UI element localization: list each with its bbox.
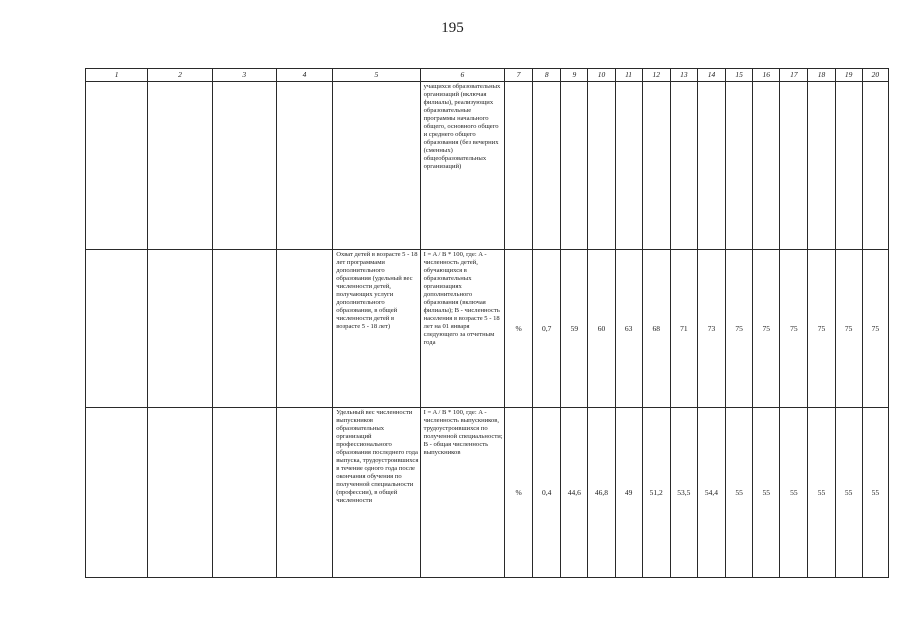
table-cell	[148, 408, 212, 578]
value-cell	[697, 82, 725, 250]
value-cell: 49	[615, 408, 642, 578]
column-header: 4	[276, 69, 332, 82]
indicator-cell: Удельный вес численности выпускников образовательных организаций профессионального образования последнего года выпуска, трудоустроившихся в течение одного года после окончания обучения по полученной специальности (профессии), в общей численности	[333, 408, 420, 578]
table-cell	[276, 82, 332, 250]
column-header: 18	[808, 69, 835, 82]
formula-cell: I = A / B * 100, где: A - численность детей, обучающихся в образовательных организациях дополнительного образования (включая филиалы); B - численность населения в возрасте 5 - 18 лет на 01 января следующего за отчетным года	[420, 250, 504, 408]
value-cell	[726, 82, 753, 250]
column-header: 19	[835, 69, 862, 82]
value-cell	[588, 82, 615, 250]
value-cell: 75	[862, 250, 888, 408]
value-cell: 75	[753, 250, 780, 408]
column-header: 15	[726, 69, 753, 82]
value-cell	[753, 82, 780, 250]
column-header: 12	[642, 69, 670, 82]
column-header: 5	[333, 69, 420, 82]
page-number: 195	[441, 20, 464, 36]
column-header: 1	[86, 69, 148, 82]
value-cell: 75	[835, 250, 862, 408]
unit-cell: %	[505, 250, 533, 408]
formula-cell: учащихся образовательных организаций (включая филиалы), реализующих образовательные программы начального общего, основного общего и среднего общего образования (без вечерних (сменных) общеобразовательных организаций)	[420, 82, 504, 250]
value-cell: 75	[808, 250, 835, 408]
column-header: 14	[697, 69, 725, 82]
table-cell	[276, 408, 332, 578]
value-cell: 51,2	[642, 408, 670, 578]
value-cell: 55	[808, 408, 835, 578]
value-cell	[835, 82, 862, 250]
value-cell: 54,4	[697, 408, 725, 578]
value-cell: 73	[697, 250, 725, 408]
formula-cell: I = A / B * 100, где: A - численность выпускников, трудоустроившихся по полученной специальности; B - общая численность выпускников	[420, 408, 504, 578]
value-cell	[670, 82, 697, 250]
table-cell	[212, 250, 276, 408]
header-row	[86, 69, 889, 82]
table-cell	[276, 250, 332, 408]
value-cell: 55	[862, 408, 888, 578]
column-header: 9	[561, 69, 588, 82]
value-cell	[808, 82, 835, 250]
unit-cell	[505, 82, 533, 250]
table-cell	[86, 82, 148, 250]
value-cell: 60	[588, 250, 615, 408]
table-cell	[212, 408, 276, 578]
unit-cell: %	[505, 408, 533, 578]
table-row	[86, 250, 889, 408]
indicator-cell: Охват детей в возрасте 5 - 18 лет программами дополнительного образования (удельный вес численности детей, получающих услуги дополнительного образования, в общей численности детей в возрасте 5 - 18 лет)	[333, 250, 420, 408]
value-cell	[780, 82, 808, 250]
column-header: 13	[670, 69, 697, 82]
table-cell	[148, 250, 212, 408]
value-cell: 55	[726, 408, 753, 578]
column-header: 2	[148, 69, 212, 82]
value-cell: 44,6	[561, 408, 588, 578]
data-table	[85, 68, 889, 578]
value-cell: 68	[642, 250, 670, 408]
table-cell	[148, 82, 212, 250]
value-cell: 53,5	[670, 408, 697, 578]
value-cell: 59	[561, 250, 588, 408]
value-cell: 55	[780, 408, 808, 578]
indicator-cell	[333, 82, 420, 250]
value-cell	[561, 82, 588, 250]
value-cell	[862, 82, 888, 250]
value-cell: 63	[615, 250, 642, 408]
column-header: 7	[505, 69, 533, 82]
column-header: 20	[862, 69, 888, 82]
table-row	[86, 82, 889, 250]
value-cell: 0,7	[533, 250, 561, 408]
value-cell: 0,4	[533, 408, 561, 578]
value-cell	[615, 82, 642, 250]
value-cell	[533, 82, 561, 250]
value-cell: 75	[780, 250, 808, 408]
value-cell: 55	[753, 408, 780, 578]
table-cell	[212, 82, 276, 250]
column-header: 16	[753, 69, 780, 82]
value-cell: 46,8	[588, 408, 615, 578]
value-cell	[642, 82, 670, 250]
column-header: 11	[615, 69, 642, 82]
value-cell: 55	[835, 408, 862, 578]
column-header: 6	[420, 69, 504, 82]
table-cell	[86, 250, 148, 408]
table-row	[86, 408, 889, 578]
column-header: 10	[588, 69, 615, 82]
column-header: 3	[212, 69, 276, 82]
value-cell: 71	[670, 250, 697, 408]
column-header: 17	[780, 69, 808, 82]
value-cell: 75	[726, 250, 753, 408]
table-cell	[86, 408, 148, 578]
column-header: 8	[533, 69, 561, 82]
